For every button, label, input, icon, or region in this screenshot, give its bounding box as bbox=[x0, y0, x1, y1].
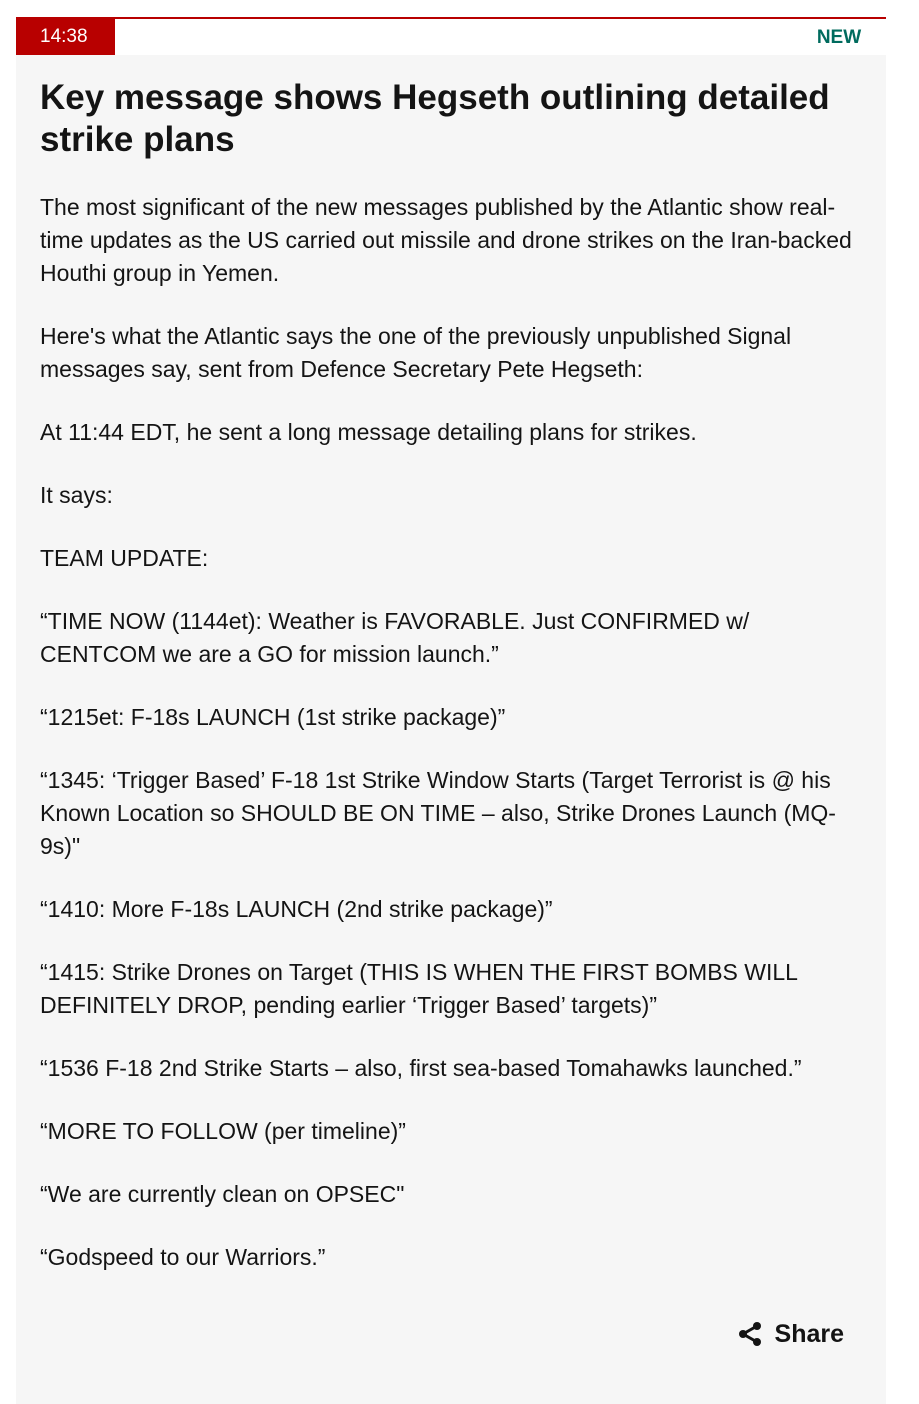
post-time-badge: 14:38 bbox=[16, 19, 115, 55]
paragraph: “1215et: F-18s LAUNCH (1st strike package)” bbox=[40, 704, 506, 730]
paragraph: TEAM UPDATE: bbox=[40, 545, 209, 571]
paragraph: Here's what the Atlantic says the one of the previously unpublished Signal messages say, sent from Defence Secretary Pete Hegseth: bbox=[40, 323, 792, 382]
paragraph: The most significant of the new messages published by the Atlantic show real-time updates as the US carried out missile and drone strikes on the Iran-backed Houthi group in Yemen. bbox=[40, 194, 852, 286]
paragraph: “1345: ‘Trigger Based’ F-18 1st Strike Window Starts (Target Terrorist is @ his Known Location so SHOULD BE ON TIME – also, Strike Drones Launch (MQ-9s)" bbox=[40, 767, 836, 859]
share-button[interactable] bbox=[737, 1318, 844, 1350]
paragraph: “1536 F-18 2nd Strike Starts – also, first sea-based Tomahawks launched.” bbox=[40, 1055, 802, 1081]
paragraph: “1410: More F-18s LAUNCH (2nd strike package)” bbox=[40, 896, 553, 922]
live-post-card bbox=[16, 17, 886, 1404]
share-icon bbox=[737, 1321, 763, 1347]
post-headline: Key message shows Hegseth outlining detailed strike plans bbox=[40, 78, 830, 159]
new-badge: NEW bbox=[792, 19, 886, 55]
paragraph: “TIME NOW (1144et): Weather is FAVORABLE. Just CONFIRMED w/ CENTCOM we are a GO for mission launch.” bbox=[40, 608, 750, 667]
post-text bbox=[40, 191, 862, 1274]
paragraph: “MORE TO FOLLOW (per timeline)” bbox=[40, 1118, 406, 1144]
paragraph: It says: bbox=[40, 482, 113, 508]
post-header bbox=[16, 19, 886, 55]
post-body bbox=[16, 55, 886, 1274]
paragraph: “1415: Strike Drones on Target (THIS IS WHEN THE FIRST BOMBS WILL DEFINITELY DROP, pending earlier ‘Trigger Based’ targets)” bbox=[40, 959, 798, 1018]
paragraph: At 11:44 EDT, he sent a long message detailing plans for strikes. bbox=[40, 419, 697, 445]
paragraph: “Godspeed to our Warriors.” bbox=[40, 1244, 326, 1270]
paragraph: “We are currently clean on OPSEC" bbox=[40, 1181, 405, 1207]
share-label: Share bbox=[774, 1320, 844, 1348]
